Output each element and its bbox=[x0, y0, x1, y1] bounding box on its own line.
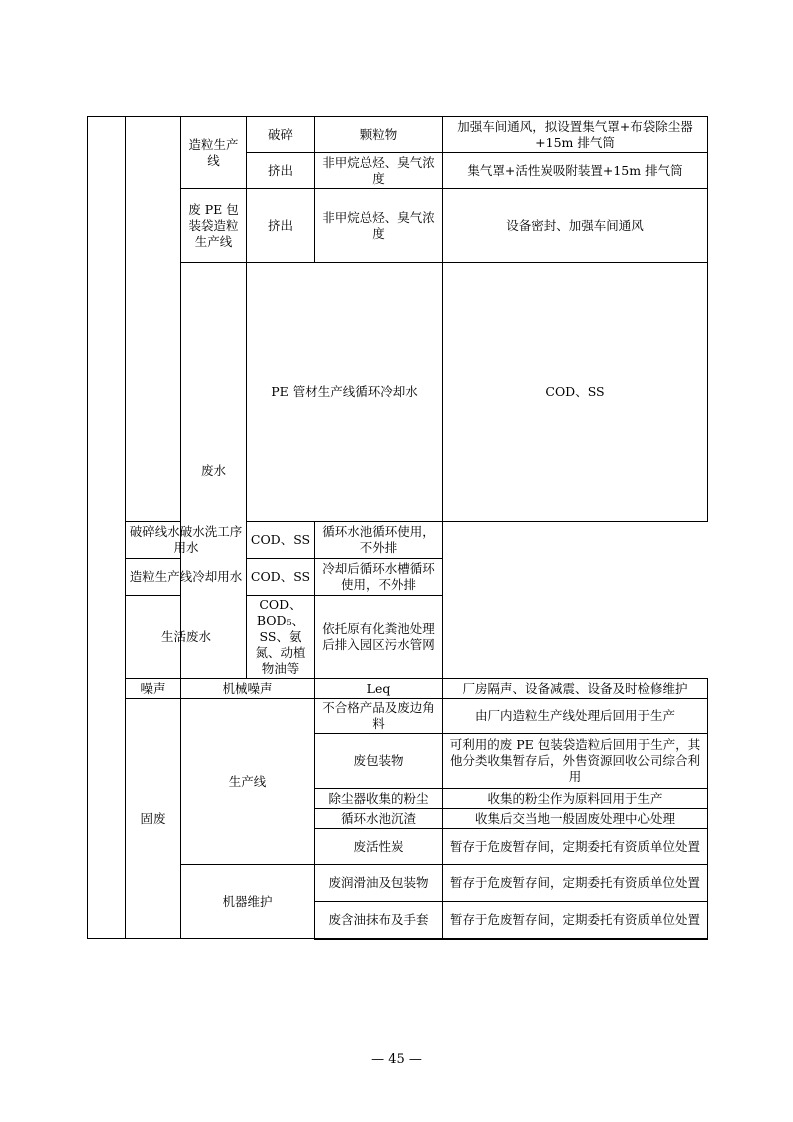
measure-cell: 暂存于危废暂存间，定期委托有资质单位处置 bbox=[443, 829, 708, 865]
exhaust-category-cell bbox=[126, 117, 181, 522]
measure-cell: 冷却后循环水槽循环使用，不外排 bbox=[315, 559, 443, 596]
source-cell: 机械噪声 bbox=[181, 679, 315, 699]
table-row bbox=[88, 679, 708, 699]
measure-cell: 暂存于危废暂存间，定期委托有资质单位处置 bbox=[443, 865, 708, 902]
table-row bbox=[88, 699, 708, 734]
source-cell: 生活废水 bbox=[126, 596, 247, 679]
process-cell: 挤出 bbox=[247, 153, 315, 189]
page-number: — 45 — bbox=[371, 1052, 422, 1067]
waste-name-cell: 废活性炭 bbox=[315, 829, 443, 865]
table-row bbox=[88, 596, 708, 679]
group-cell: 生产线 bbox=[181, 699, 315, 865]
measure-cell: 可利用的废 PE 包装袋造粒后回用于生产，其他分类收集暂存后，外售资源回收公司综合利用 bbox=[443, 734, 708, 789]
line-cell: 废 PE 包装袋造粒生产线 bbox=[181, 189, 247, 263]
pollutant-cell: 颗粒物 bbox=[315, 117, 443, 153]
table-row bbox=[88, 117, 708, 153]
source-cell: PE 管材生产线循环冷却水 bbox=[247, 263, 443, 522]
waste-name-cell: 废润滑油及包装物 bbox=[315, 865, 443, 902]
measure-cell: 厂房隔声、设备减震、设备及时检修维护 bbox=[443, 679, 708, 699]
measure-cell: 加强车间通风，拟设置集气罩+布袋除尘器+15m 排气筒 bbox=[443, 117, 708, 153]
group-cell: 机器维护 bbox=[181, 865, 315, 939]
noise-category-cell: 噪声 bbox=[126, 679, 181, 699]
wastewater-category-cell: 废水 bbox=[181, 263, 247, 679]
measure-cell: 收集后交当地一般固废处理中心处理 bbox=[443, 809, 708, 829]
source-cell: 破碎线水破水洗工序用水 bbox=[126, 522, 247, 559]
waste-name-cell: 废含油抹布及手套 bbox=[315, 902, 443, 939]
measure-cell: 收集的粉尘作为原料回用于生产 bbox=[443, 789, 708, 809]
waste-name-cell: 循环水池沉渣 bbox=[315, 809, 443, 829]
line-cell: 造粒生产线 bbox=[181, 117, 247, 189]
pollutant-cell: Leq bbox=[315, 679, 443, 699]
measure-cell: 循环水池循环使用，不外排 bbox=[315, 522, 443, 559]
measure-cell: 由厂内造粒生产线处理后回用于生产 bbox=[443, 699, 708, 734]
waste-name-cell: 不合格产品及废边角料 bbox=[315, 699, 443, 734]
solid-waste-category-cell: 固废 bbox=[126, 699, 181, 939]
pollutant-cell: COD、SS bbox=[247, 559, 315, 596]
process-cell: 破碎 bbox=[247, 117, 315, 153]
pollutant-cell: COD、SS bbox=[247, 522, 315, 559]
pollutant-cell: 非甲烷总烃、臭气浓度 bbox=[315, 189, 443, 263]
pollutant-cell: COD、SS bbox=[443, 263, 708, 522]
waste-name-cell: 除尘器收集的粉尘 bbox=[315, 789, 443, 809]
process-cell: 挤出 bbox=[247, 189, 315, 263]
waste-name-cell: 废包装物 bbox=[315, 734, 443, 789]
table-row bbox=[88, 559, 708, 596]
measure-cell: 依托原有化粪池处理后排入园区污水管网 bbox=[315, 596, 443, 679]
table-row bbox=[88, 189, 708, 263]
pollution-control-table bbox=[87, 116, 708, 940]
source-cell: 造粒生产线冷却用水 bbox=[126, 559, 247, 596]
table-row bbox=[88, 865, 708, 902]
pollutant-cell: COD、BOD₅、SS、氨氮、动植物油等 bbox=[247, 596, 315, 679]
measure-cell: 暂存于危废暂存间，定期委托有资质单位处置 bbox=[443, 902, 708, 939]
pollutant-cell: 非甲烷总烃、臭气浓度 bbox=[315, 153, 443, 189]
table-row bbox=[88, 263, 708, 522]
left-blank-cell bbox=[88, 117, 126, 939]
table-row bbox=[88, 522, 708, 559]
measure-cell: 集气罩+活性炭吸附装置+15m 排气筒 bbox=[443, 153, 708, 189]
measure-cell: 设备密封、加强车间通风 bbox=[443, 189, 708, 263]
